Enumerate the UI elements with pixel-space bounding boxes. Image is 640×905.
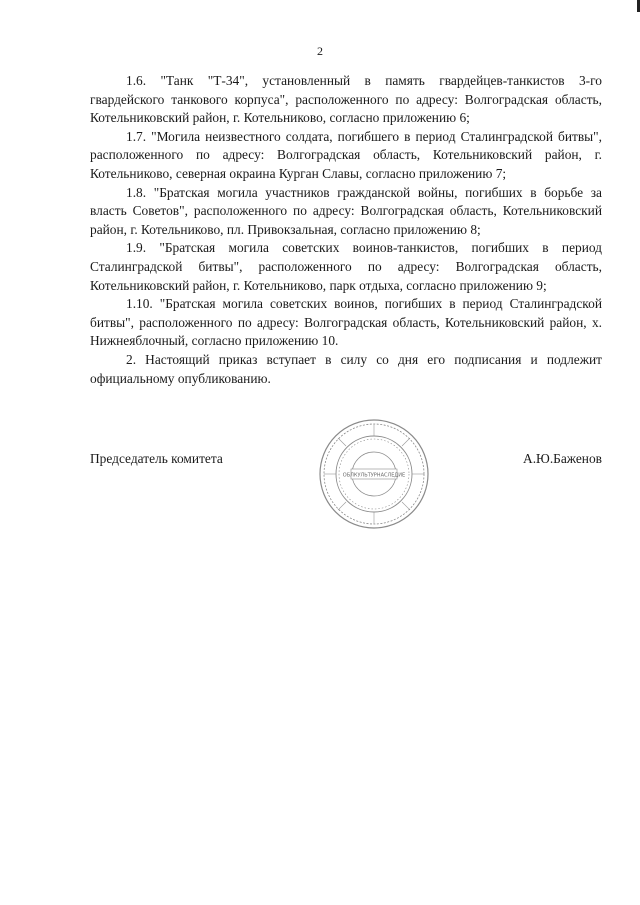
paragraph-1-10: 1.10. "Братская могила советских воинов, погибших в период Сталинградской битвы", расположенного по адресу: Волгоградская область, Котельниковский район, х. Нижнеяблочный, согласно приложению 10. <box>90 296 602 349</box>
signatory-title: Председатель комитета <box>90 451 223 466</box>
paragraph-1-7: 1.7. "Могила неизвестного солдата, погибшего в период Сталинградской битвы", расположенного по адресу: Волгоградская область, Котельниковский район, г. Котельниково, северная окраина Курган Славы, согласно приложению 7; <box>90 128 602 181</box>
seal-center-text: ОБЛКУЛЬТУРНАСЛЕДИЕ <box>342 472 406 479</box>
paragraph-1-8: 1.8. "Братская могила участников гражданской войны, погибших в борьбе за власть Советов", расположенного по адресу: Волгоградская область, Котельниковский район, г. Котельниково, пл. Привокзальная, согласно приложению 8; <box>90 184 602 237</box>
paragraph-1-6: 1.6. "Танк "Т-34", установленный в память гвардейцев-танкистов 3-го гвардейского танкового корпуса", расположенного по адресу: Волгоградская область, Котельниковский район, г. Котельниково, согласно приложению 6; <box>90 73 602 126</box>
signatory-name: А.Ю.Баженов <box>523 451 602 466</box>
document-body <box>90 72 602 388</box>
paragraph-2: 2. Настоящий приказ вступает в силу со дня его подписания и подлежит официальному опубликованию. <box>90 351 602 386</box>
paragraph-1-9: 1.9. "Братская могила советских воинов-танкистов, погибших в период Сталинградской битвы", расположенного по адресу: Волгоградская область, Котельниковский район, г. Котельниково, парк отдыха, согласно приложению 9; <box>90 240 602 293</box>
page-number: 2 <box>317 44 323 58</box>
official-seal-icon <box>318 418 430 530</box>
